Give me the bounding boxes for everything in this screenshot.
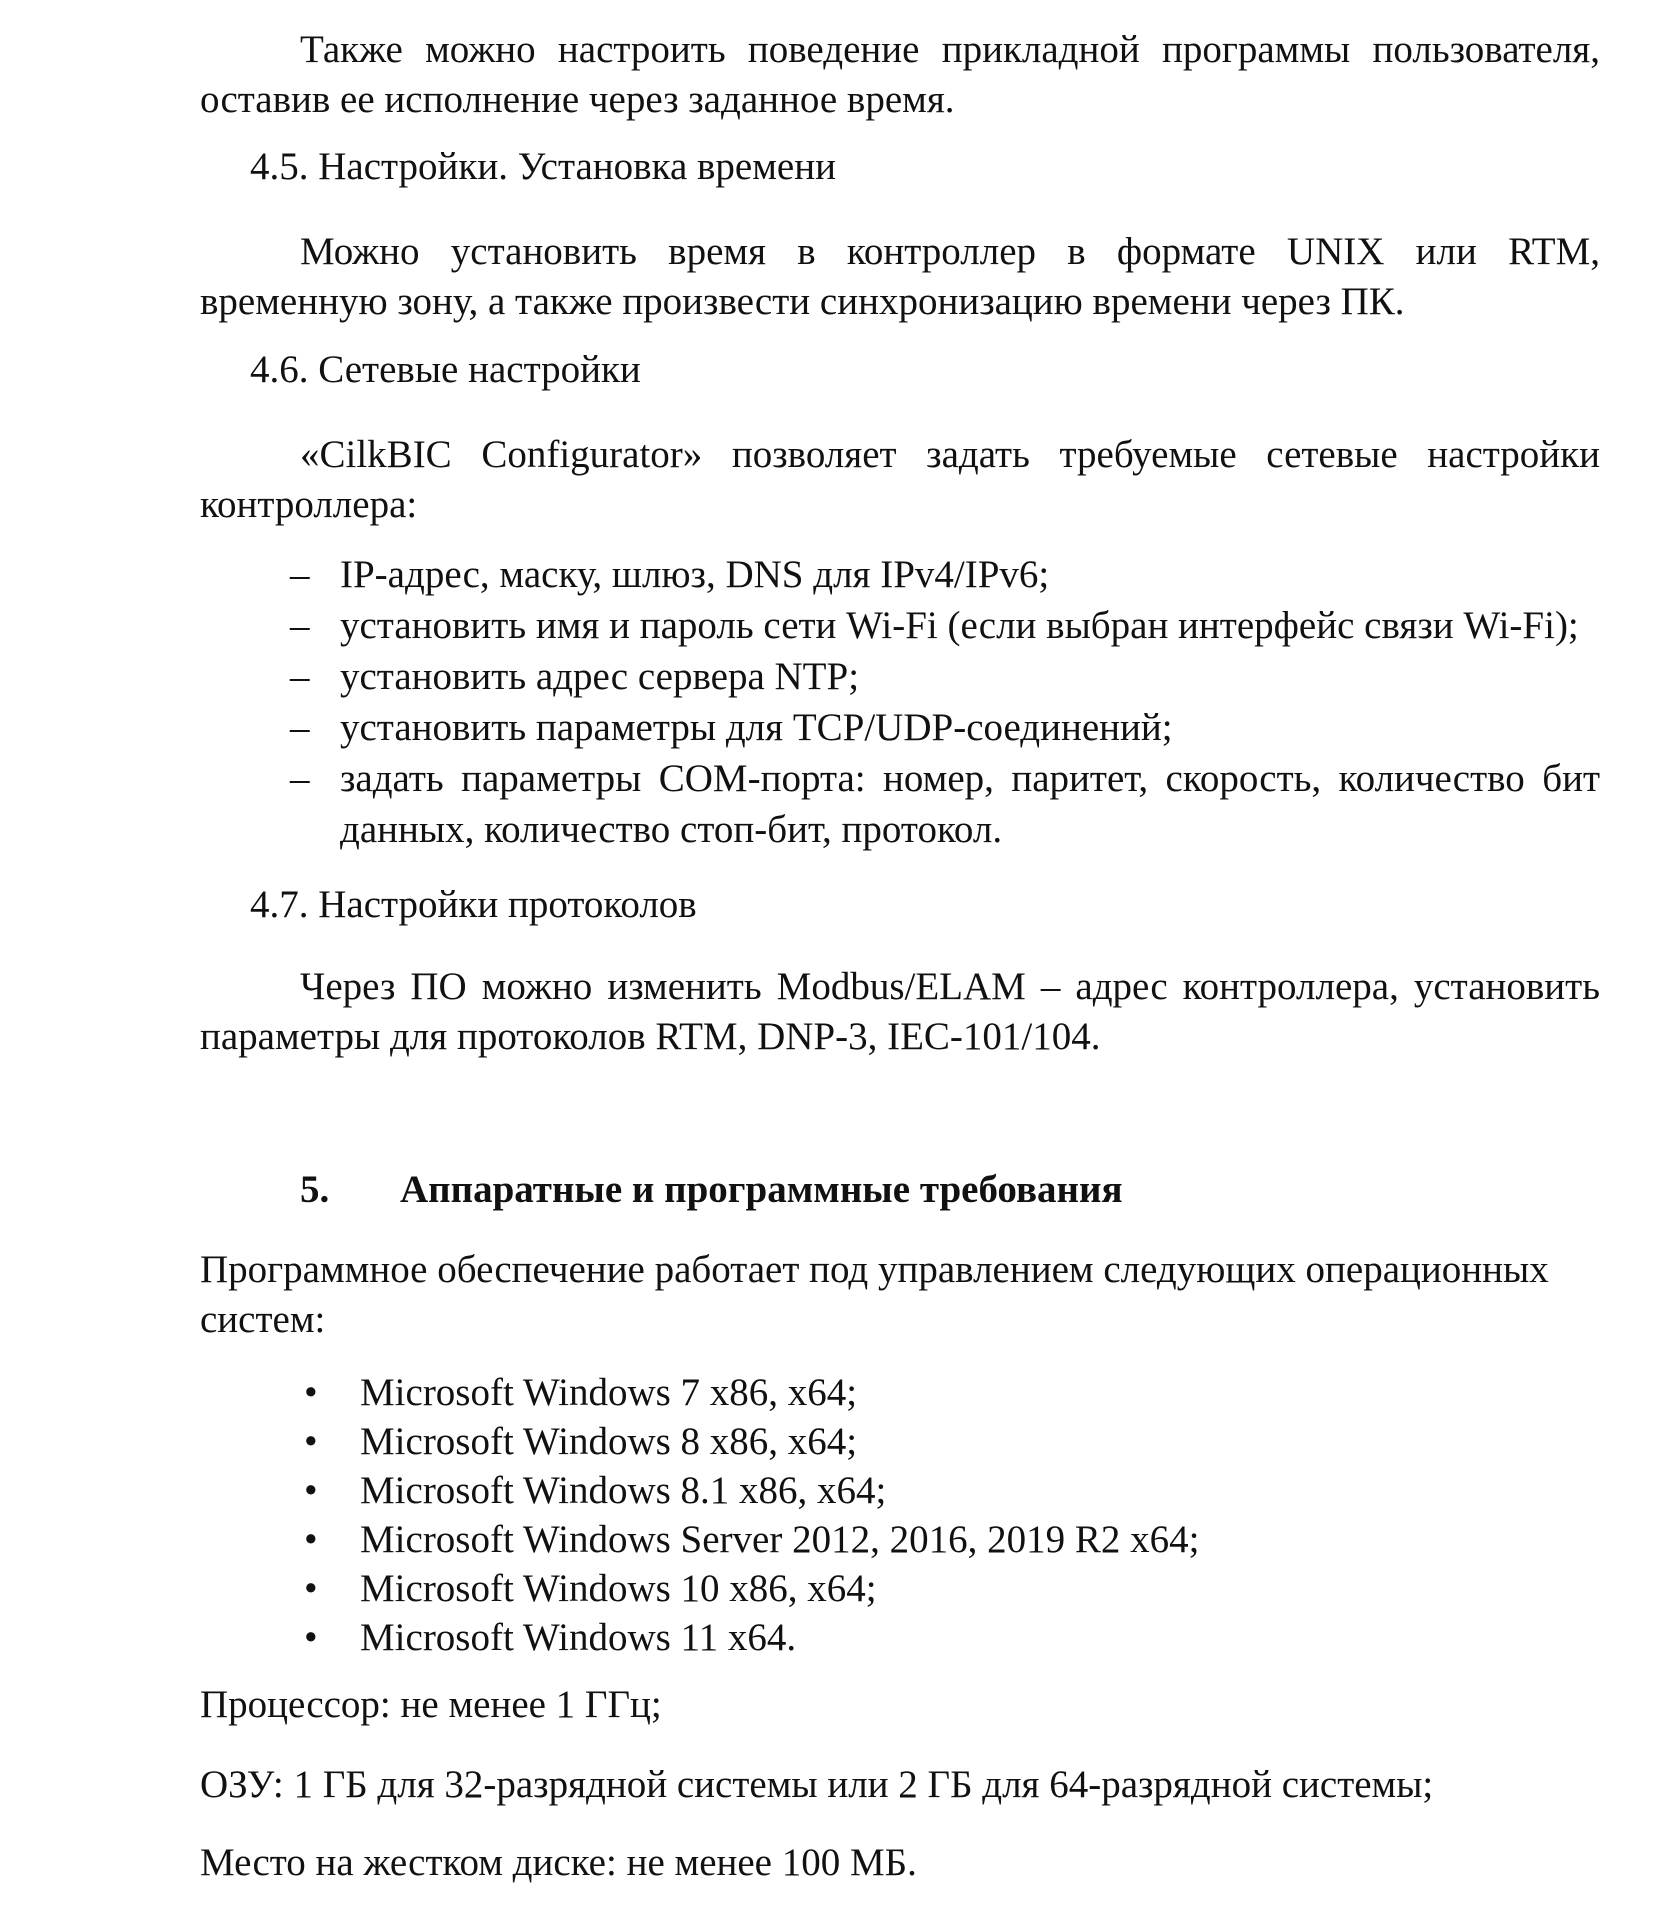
list-item — [290, 549, 1600, 600]
os-list — [300, 1368, 1400, 1662]
dash-marker: – — [290, 706, 310, 749]
section-number: 5. — [300, 1168, 330, 1211]
list-item-text: Microsoft Windows 8.1 x86, x64; — [360, 1469, 887, 1512]
ram-requirement: ОЗУ: 1 ГБ для 32-разрядной системы или 2 ГБ для 64-разрядной системы; — [200, 1763, 1434, 1806]
os-intro-paragraph: Программное обеспечение работает под управлением следующих операционных систем: — [200, 1248, 1549, 1341]
bullet-marker: • — [304, 1371, 318, 1414]
list-item-text: Microsoft Windows 8 x86, x64; — [360, 1420, 858, 1463]
heading-4-7: 4.7. Настройки протоколов — [250, 883, 697, 926]
list-item — [300, 1368, 1400, 1417]
list-item-text: Microsoft Windows 11 x64. — [360, 1616, 797, 1659]
network-settings-paragraph: «CilkBIC Configurator» позволяет задать требуемые сетевые настройки контроллера: — [200, 433, 1600, 526]
list-item — [300, 1564, 1400, 1613]
protocols-paragraph: Через ПО можно изменить Modbus/ELAM – адрес контроллера, установить параметры для протоколов RTM, DNP-3, IEC-101/104. — [200, 965, 1600, 1058]
list-item-text: задать параметры COM-порта: номер, паритет, скорость, количество бит данных, количество стоп-бит, протокол. — [340, 757, 1600, 851]
dash-marker: – — [290, 604, 310, 647]
list-item-text: Microsoft Windows 10 x86, x64; — [360, 1567, 877, 1610]
bullet-marker: • — [304, 1420, 318, 1463]
list-item-text: установить имя и пароль сети Wi-Fi (если выбран интерфейс связи Wi-Fi); — [340, 604, 1579, 647]
section-title: Аппаратные и программные требования — [400, 1168, 1123, 1211]
dash-marker: – — [290, 655, 310, 698]
heading-4-5: 4.5. Настройки. Установка времени — [250, 145, 836, 188]
list-item — [300, 1515, 1400, 1564]
heading-4-6: 4.6. Сетевые настройки — [250, 348, 641, 391]
dash-marker: – — [290, 757, 310, 800]
cpu-requirement: Процессор: не менее 1 ГГц; — [200, 1683, 662, 1726]
list-item-text: Microsoft Windows 7 x86, x64; — [360, 1371, 858, 1414]
list-item-text: IP-адрес, маску, шлюз, DNS для IPv4/IPv6; — [340, 553, 1050, 596]
list-item-text: установить параметры для TCP/UDP-соединений; — [340, 706, 1173, 749]
list-item — [300, 1613, 1400, 1662]
list-item — [290, 651, 1600, 702]
intro-paragraph: Также можно настроить поведение прикладной программы пользователя, оставив ее исполнение через заданное время. — [200, 28, 1600, 121]
list-item — [300, 1417, 1400, 1466]
list-item-text: Microsoft Windows Server 2012, 2016, 2019 R2 x64; — [360, 1518, 1200, 1561]
dash-marker: – — [290, 553, 310, 596]
bullet-marker: • — [304, 1616, 318, 1659]
section-5-heading — [300, 1165, 1123, 1215]
network-settings-list — [290, 549, 1600, 855]
list-item — [290, 702, 1600, 753]
list-item — [300, 1466, 1400, 1515]
disk-requirement: Место на жестком диске: не менее 100 МБ. — [200, 1841, 917, 1884]
bullet-marker: • — [304, 1518, 318, 1561]
list-item — [290, 600, 1600, 651]
time-settings-paragraph: Можно установить время в контроллер в формате UNIX или RTM, временную зону, а также произвести синхронизацию времени через ПК. — [200, 230, 1600, 323]
list-item-text: установить адрес сервера NTP; — [340, 655, 860, 698]
list-item — [290, 753, 1600, 855]
bullet-marker: • — [304, 1469, 318, 1512]
bullet-marker: • — [304, 1567, 318, 1610]
